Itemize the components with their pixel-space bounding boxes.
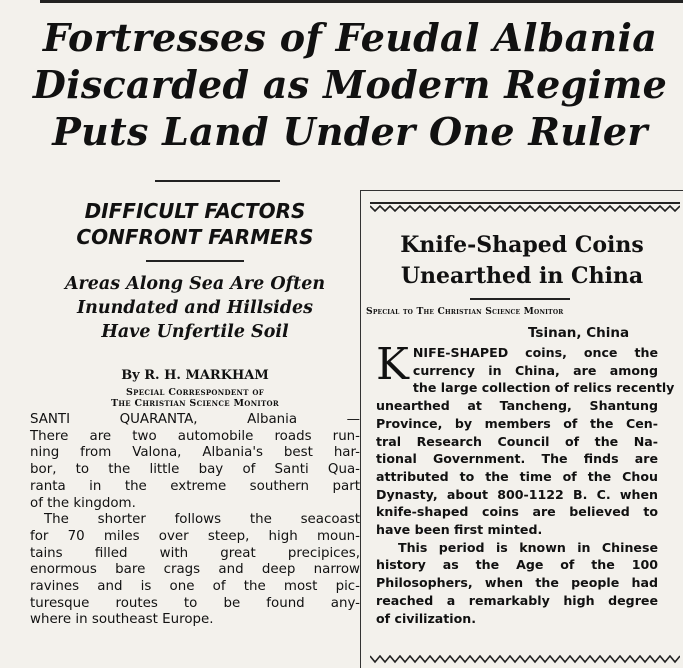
text-line: currency in China, are among bbox=[412, 362, 658, 378]
text-line: unearthed at Tancheng, Shantung bbox=[376, 398, 658, 414]
text-line: NIFE-SHAPED coins, once the bbox=[412, 345, 658, 360]
text-line: The shorter follows the seacoast bbox=[44, 512, 360, 528]
headline-line: Fortresses of Feudal Albania bbox=[42, 15, 658, 60]
boxed-article-title bbox=[363, 230, 681, 292]
deck-line: Inundated and Hillsides bbox=[76, 298, 314, 318]
headline-divider bbox=[155, 180, 280, 182]
text-line: attributed to the time of the Chou bbox=[376, 468, 658, 484]
text-line: history as the Age of the 100 bbox=[376, 557, 658, 573]
text-line: ning from Valona, Albania's best har- bbox=[30, 445, 360, 461]
boxed-article-body bbox=[376, 339, 675, 627]
left-paragraph-2 bbox=[30, 512, 360, 629]
text-line: have been first minted. bbox=[376, 522, 543, 538]
deck-line: Have Unfertile Soil bbox=[101, 322, 289, 342]
text-line: enormous bare crags and deep narrow bbox=[30, 562, 360, 578]
credit-line: Special Correspondent of bbox=[126, 387, 264, 398]
dateline: Tsinan, China bbox=[528, 325, 630, 341]
text-line: Philosophers, when the people had bbox=[376, 575, 658, 591]
byline: By R. H. MARKHAM bbox=[121, 368, 269, 383]
byline-credit bbox=[30, 387, 360, 409]
text-line: tral Research Council of the Na- bbox=[376, 433, 658, 449]
deck-line: Areas Along Sea Are Often bbox=[64, 274, 326, 294]
top-rule bbox=[40, 0, 683, 3]
left-paragraph-1 bbox=[30, 412, 360, 512]
text-line: ravines and is one of the most pic- bbox=[30, 579, 360, 595]
main-headline bbox=[20, 14, 680, 155]
text-line: tains filled with great precipices, bbox=[30, 545, 360, 561]
drop-cap: K bbox=[376, 339, 409, 390]
zigzag-border-bottom bbox=[370, 655, 680, 665]
text-line: reached a remarkably high degree bbox=[376, 592, 658, 608]
text-line: Dynasty, about 800-1122 B. C. when bbox=[376, 486, 658, 502]
text-line: tional Government. The finds are bbox=[376, 451, 658, 467]
headline-line: Puts Land Under One Ruler bbox=[52, 109, 648, 154]
title-divider bbox=[470, 298, 570, 300]
title-line: Knife-Shaped Coins bbox=[400, 232, 644, 258]
text-line: where in southeast Europe. bbox=[30, 612, 214, 628]
deck-line: DIFFICULT FACTORS bbox=[84, 199, 306, 223]
deck-primary bbox=[30, 198, 360, 250]
text-line: This period is known in Chinese bbox=[398, 539, 658, 555]
text-line: SANTI QUARANTA, Albania — bbox=[30, 412, 360, 427]
text-line: There are two automobile roads run- bbox=[30, 428, 360, 444]
left-article bbox=[30, 198, 360, 629]
title-line: Unearthed in China bbox=[400, 263, 644, 289]
deck-line: CONFRONT FARMERS bbox=[76, 225, 314, 249]
deck-secondary bbox=[30, 272, 360, 344]
text-line: of civilization. bbox=[376, 610, 477, 626]
text-line: for 70 miles over steep, high moun- bbox=[30, 528, 360, 544]
zigzag-border-top bbox=[370, 202, 680, 212]
deck-divider bbox=[146, 260, 244, 262]
text-line: of the kingdom. bbox=[30, 495, 136, 511]
boxed-article-credit: Special to The Christian Science Monitor bbox=[366, 306, 564, 317]
headline-line: Discarded as Modern Regime bbox=[32, 62, 668, 107]
text-line: turesque routes to be found any- bbox=[30, 595, 360, 611]
text-line: the large collection of relics recently bbox=[412, 380, 675, 396]
text-line: ranta in the extreme southern part bbox=[30, 478, 360, 494]
text-line: Province, by members of the Cen- bbox=[376, 415, 658, 431]
credit-line: The Christian Science Monitor bbox=[110, 398, 280, 409]
text-line: knife-shaped coins are believed to bbox=[376, 504, 658, 520]
text-line: bor, to the little bay of Santi Qua- bbox=[30, 462, 360, 478]
